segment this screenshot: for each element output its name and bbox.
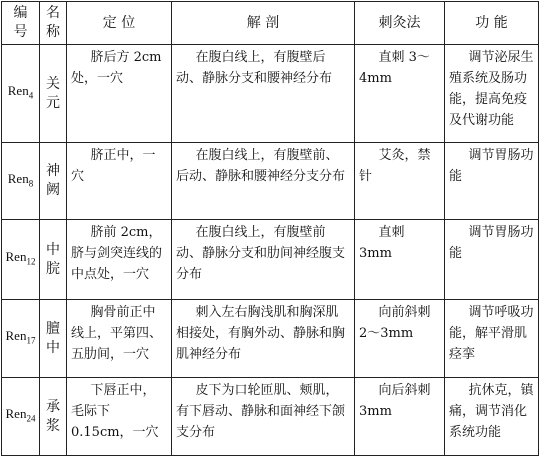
code-sub: 12 xyxy=(26,256,36,267)
anatomy-text: 刺入左右胸浅肌和胸深肌相接处，有胸外动、静脉和胸肌神经分布 xyxy=(176,305,346,362)
acupoint-name-text: 承浆 xyxy=(46,398,60,434)
acupoint-name xyxy=(40,220,67,300)
code-base: Ren xyxy=(5,328,27,344)
location-text: 脐后方 2cm处，一穴 xyxy=(71,50,162,86)
header-row xyxy=(2,2,539,45)
acupoint-name xyxy=(40,300,67,378)
acupoint-function xyxy=(445,143,539,220)
acupoint-method xyxy=(355,143,445,220)
function-text: 调节胃肠功能 xyxy=(449,148,534,184)
code-sub: 24 xyxy=(26,413,36,424)
header-name-line1: 名 xyxy=(46,5,60,21)
anatomy-text: 在腹白线上，有腹壁前动、静脉分支和肋间神经腹支分布 xyxy=(176,225,346,282)
anatomy-text: 皮下为口轮匝肌、颊肌，有下唇动、静脉和面神经下颌支分布 xyxy=(176,383,346,440)
acupoint-function xyxy=(445,300,539,378)
header-code-line2: 号 xyxy=(13,24,28,40)
method-text: 向后斜刺 3mm xyxy=(359,383,431,419)
acupoint-code xyxy=(2,220,40,300)
acupoint-location xyxy=(67,143,172,220)
table-row xyxy=(2,143,539,220)
acupoint-name xyxy=(40,45,67,143)
acupoint-method xyxy=(355,45,445,143)
function-text: 抗休克，镇痛，调节消化系统功能 xyxy=(449,383,534,440)
acupoint-location xyxy=(67,220,172,300)
acupoint-anatomy xyxy=(172,220,355,300)
acupoint-method xyxy=(355,300,445,378)
code-sub: 4 xyxy=(28,90,34,101)
acupoint-name-text: 神阙 xyxy=(46,163,60,198)
acupoint-name-text: 中脘 xyxy=(46,241,60,277)
code-base: Ren xyxy=(7,83,29,99)
acupoint-function xyxy=(445,45,539,143)
code-base: Ren xyxy=(7,170,29,186)
method-text: 直刺 3～4mm xyxy=(359,50,430,86)
acupoint-code xyxy=(2,300,40,378)
function-text: 调节胃肠功能 xyxy=(449,225,534,261)
location-text: 脐前 2cm，脐与剑突连线的中点处，一穴 xyxy=(71,225,163,282)
anatomy-text: 在腹白线上，有腹壁后动、静脉分支和腰神经分布 xyxy=(176,50,333,86)
acupoint-location xyxy=(67,300,172,378)
acupoint-code xyxy=(2,378,40,456)
acupoint-anatomy xyxy=(172,300,355,378)
header-name xyxy=(40,2,67,45)
acupoint-location xyxy=(67,378,172,456)
acupoint-anatomy xyxy=(172,143,355,220)
header-anatomy: 解 剖 xyxy=(172,2,355,45)
header-location: 定 位 xyxy=(67,2,172,45)
anatomy-text: 在腹白线上，有腹壁前、后动、静脉和腰神经分支分布 xyxy=(176,148,346,184)
acupoint-name-text: 关元 xyxy=(46,75,60,111)
code-base: Ren xyxy=(5,249,27,265)
table-row xyxy=(2,378,539,456)
acupoint-name xyxy=(40,143,67,220)
table-row xyxy=(2,45,539,143)
header-name-line2: 称 xyxy=(46,24,60,40)
acupoint-name-text: 膻中 xyxy=(46,320,60,356)
location-text: 胸骨前正中线上，平第四、五肋间，一穴 xyxy=(71,305,163,362)
location-text: 下唇正中，毛际下 0.15cm，一穴 xyxy=(71,383,159,440)
method-text: 艾灸，禁针 xyxy=(359,148,431,184)
table-row xyxy=(2,220,539,300)
acupoint-table xyxy=(1,1,539,456)
function-text: 调节呼吸功能，解平滑肌痉挛 xyxy=(449,305,534,362)
acupoint-anatomy xyxy=(172,378,355,456)
acupoint-code xyxy=(2,143,40,220)
method-text: 向前斜刺 2～3mm xyxy=(359,305,431,341)
acupoint-anatomy xyxy=(172,45,355,143)
acupoint-method xyxy=(355,378,445,456)
header-method: 刺灸法 xyxy=(355,2,445,45)
code-sub: 17 xyxy=(26,335,36,346)
function-text: 调节泌尿生殖系统及肠功能，提高免疫及代谢功能 xyxy=(449,50,534,128)
acupoint-location xyxy=(67,45,172,143)
location-text: 脐正中，一穴 xyxy=(71,148,156,184)
header-function: 功 能 xyxy=(445,2,539,45)
method-text: 直刺 3mm xyxy=(359,225,405,261)
code-sub: 8 xyxy=(28,178,34,189)
acupoint-name xyxy=(40,378,67,456)
acupoint-method xyxy=(355,220,445,300)
acupoint-function xyxy=(445,220,539,300)
code-base: Ren xyxy=(5,406,27,422)
acupoint-code xyxy=(2,45,40,143)
table-row xyxy=(2,300,539,378)
header-code-line1: 编 xyxy=(13,5,28,21)
header-code xyxy=(2,2,40,45)
acupoint-function xyxy=(445,378,539,456)
